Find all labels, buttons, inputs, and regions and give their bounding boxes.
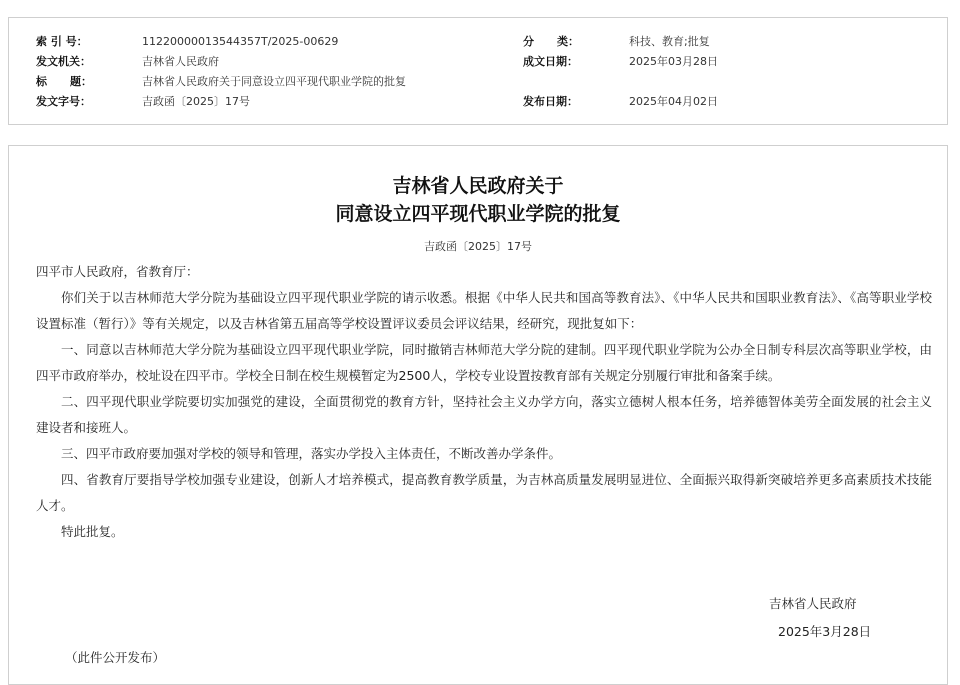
paragraph-intro: 你们关于以吉林师范大学分院为基础设立四平现代职业学院的请示收悉。根据《中华人民共和国高等教育法》、《中华人民共和国职业教育法》、《高等职业学校设置标准（暂行）》等有关规定，以及吉林省第五届高等学校设置评议委员会评议结果，经研究，现批复如下： [36,290,932,331]
index-label: 索 引 号： [36,35,88,48]
meta-row-docno [36,94,936,110]
docno-value: 吉政函〔2025〕17号 [142,95,250,108]
document-title-line1: 吉林省人民政府关于 [392,175,564,197]
document-metadata-panel [8,17,948,125]
document-body-panel [8,145,948,685]
meta-row-index [36,34,936,50]
signature-org: 吉林省人民政府 [769,596,857,611]
paragraph-item-3: 三、四平市政府要加强对学校的领导和管理，落实办学投入主体责任，不断改善办学条件。 [61,446,562,461]
index-value: 11220000013544357T/2025-00629 [142,35,339,48]
title-value: 吉林省人民政府关于同意设立四平现代职业学院的批复 [142,75,406,88]
issuer-label: 发文机关： [36,55,91,68]
paragraph-closing: 特此批复。 [61,524,124,539]
paragraph-item-4: 四、省教育厅要指导学校加强专业建设，创新人才培养模式，提高教育教学质量，为吉林高质量发展明显进位、全面振兴取得新突破培养更多高素质技术技能人才。 [36,472,932,513]
paragraph-item-2: 二、四平现代职业学院要切实加强党的建设，全面贯彻党的教育方针，坚持社会主义办学方向，落实立德树人根本任务，培养德智体美劳全面发展的社会主义建设者和接班人。 [36,394,932,435]
category-label: 分 类： [523,35,579,48]
title-label: 标 题： [36,75,92,88]
addressee: 四平市人民政府，省教育厅： [36,264,199,279]
issuer-value: 吉林省人民政府 [142,55,219,68]
written-date-label: 成文日期： [523,55,578,68]
public-release-note: （此件公开发布） [65,650,166,665]
category-value: 科技、教育;批复 [629,35,710,48]
meta-row-issuer [36,54,936,70]
paragraph-item-1: 一、同意以吉林师范大学分院为基础设立四平现代职业学院，同时撤销吉林师范大学分院的建制。四平现代职业学院为公办全日制专科层次高等职业学校，由四平市政府举办，校址设在四平市。学校全日制在校生规模暂定为2500人，学校专业设置按教育部有关规定分别履行审批和备案手续。 [36,342,932,383]
document-number: 吉政函〔2025〕17号 [424,240,532,253]
publish-date-value: 2025年04月02日 [629,95,718,108]
publish-date-label: 发布日期： [523,95,578,108]
document-content [36,259,932,545]
docno-label: 发文字号： [36,95,91,108]
document-title-line2: 同意设立四平现代职业学院的批复 [335,203,621,225]
meta-row-title [36,74,936,90]
signature-date: 2025年3月28日 [778,624,872,639]
written-date-value: 2025年03月28日 [629,55,718,68]
